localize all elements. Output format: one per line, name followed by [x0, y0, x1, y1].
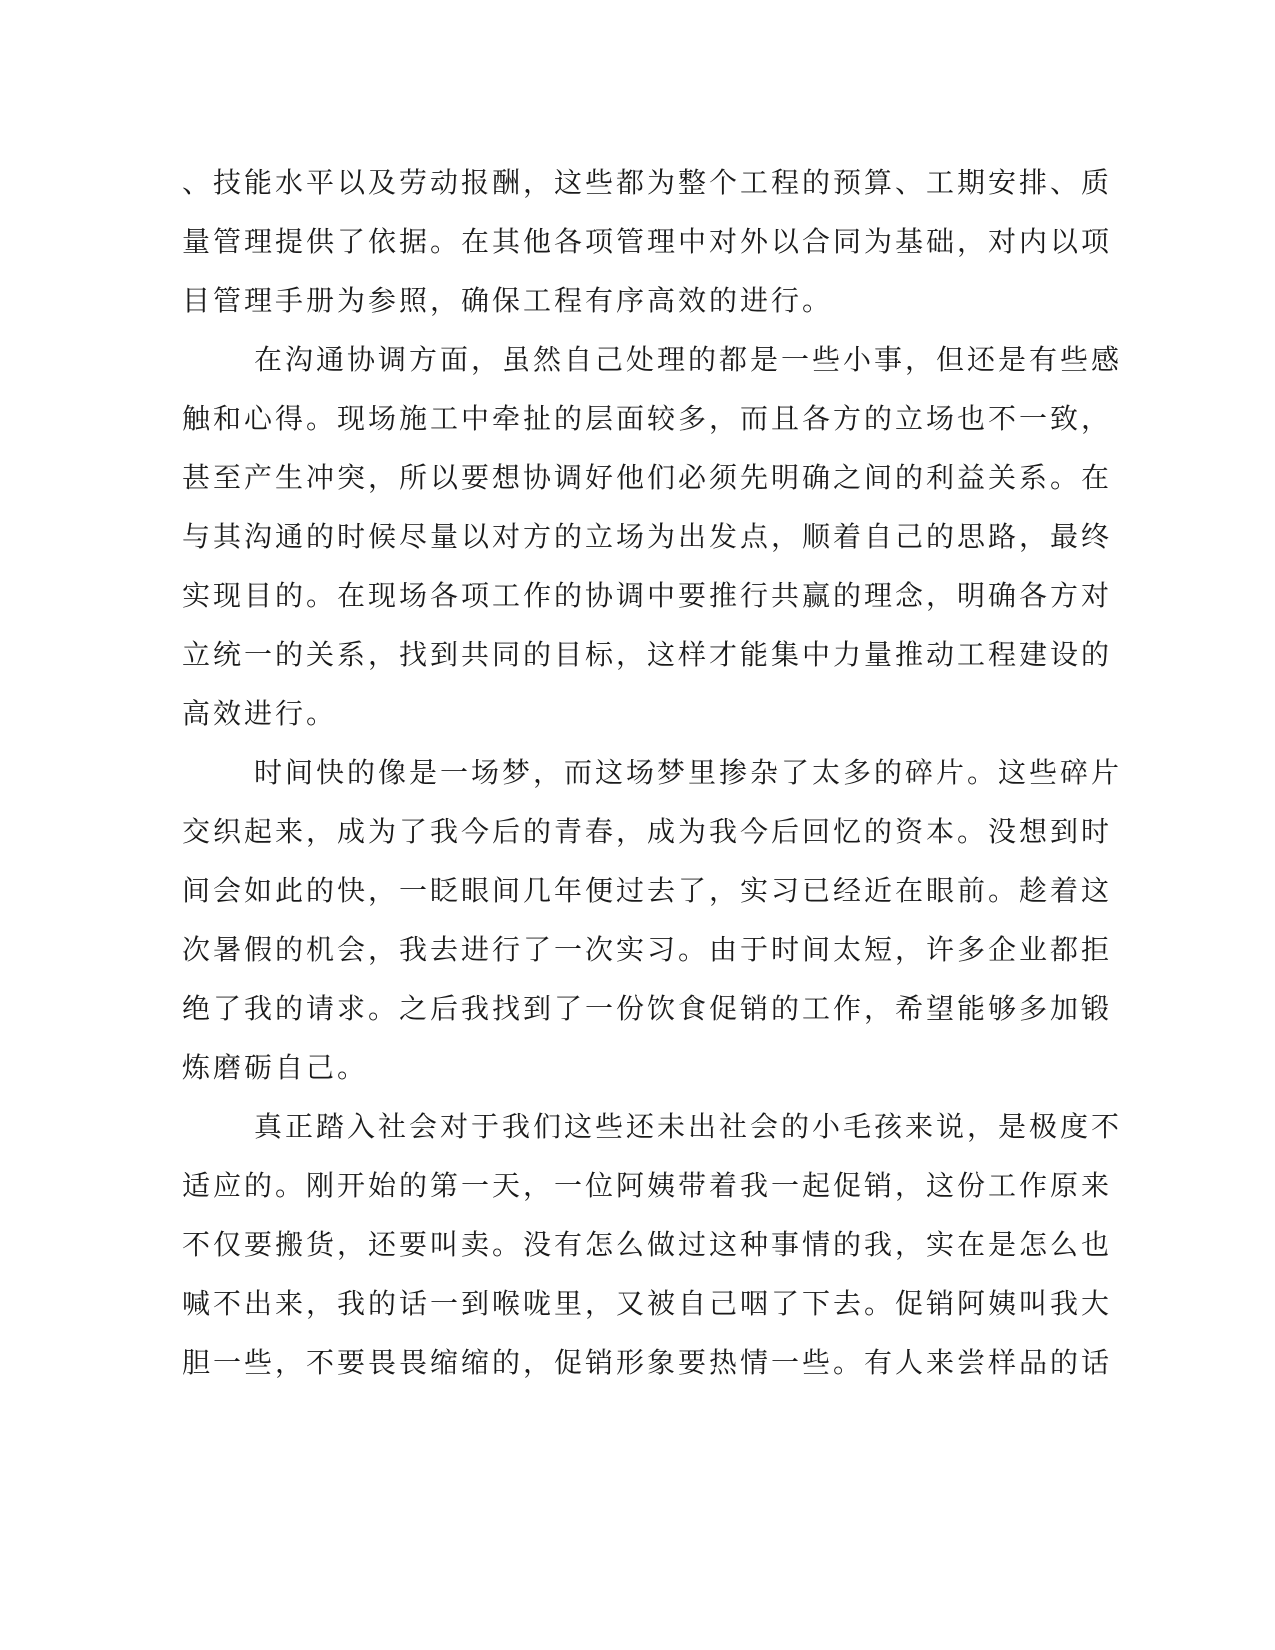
paragraph-line: 不仅要搬货，还要叫卖。没有怎么做过这种事情的我，实在是怎么也: [182, 1228, 1113, 1261]
paragraph-line: 适应的。刚开始的第一天，一位阿姨带着我一起促销，这份工作原来: [182, 1169, 1113, 1202]
paragraph-line: 间会如此的快，一眨眼间几年便过去了，实习已经近在眼前。趁着这: [182, 874, 1113, 907]
paragraph-first-line: 真正踏入社会对于我们这些还未出社会的小毛孩来说，是极度不: [254, 1110, 1123, 1143]
paragraph-line: 甚至产生冲突，所以要想协调好他们必须先明确之间的利益关系。在: [182, 461, 1113, 494]
paragraph-line: 触和心得。现场施工中牵扯的层面较多，而且各方的立场也不一致，: [182, 402, 1113, 435]
paragraph-line: 绝了我的请求。之后我找到了一份饮食促销的工作，希望能够多加锻: [182, 992, 1113, 1025]
document-body: [182, 158, 1123, 1397]
paragraph-line: 、技能水平以及劳动报酬，这些都为整个工程的预算、工期安排、质: [182, 166, 1113, 199]
paragraph-first-line: 时间快的像是一场梦，而这场梦里掺杂了太多的碎片。这些碎片: [254, 756, 1123, 789]
paragraph-first-line: 在沟通协调方面，虽然自己处理的都是一些小事，但还是有些感: [254, 343, 1123, 376]
paragraph-line: 胆一些，不要畏畏缩缩的，促销形象要热情一些。有人来尝样品的话: [182, 1346, 1113, 1379]
paragraph-line: 次暑假的机会，我去进行了一次实习。由于时间太短，许多企业都拒: [182, 933, 1113, 966]
paragraph-line: 交织起来，成为了我今后的青春，成为我今后回忆的资本。没想到时: [182, 815, 1113, 848]
paragraph-line: 高效进行。: [182, 697, 338, 730]
paragraph-line: 目管理手册为参照，确保工程有序高效的进行。: [182, 284, 834, 317]
paragraph-line: 与其沟通的时候尽量以对方的立场为出发点，顺着自己的思路，最终: [182, 520, 1113, 553]
paragraph-line: 实现目的。在现场各项工作的协调中要推行共赢的理念，明确各方对: [182, 579, 1113, 612]
paragraph-line: 立统一的关系，找到共同的目标，这样才能集中力量推动工程建设的: [182, 638, 1113, 671]
paragraph-line: 喊不出来，我的话一到喉咙里，又被自己咽了下去。促销阿姨叫我大: [182, 1287, 1113, 1320]
paragraph-line: 量管理提供了依据。在其他各项管理中对外以合同为基础，对内以项: [182, 225, 1113, 258]
paragraph-line: 炼磨砺自己。: [182, 1051, 369, 1084]
